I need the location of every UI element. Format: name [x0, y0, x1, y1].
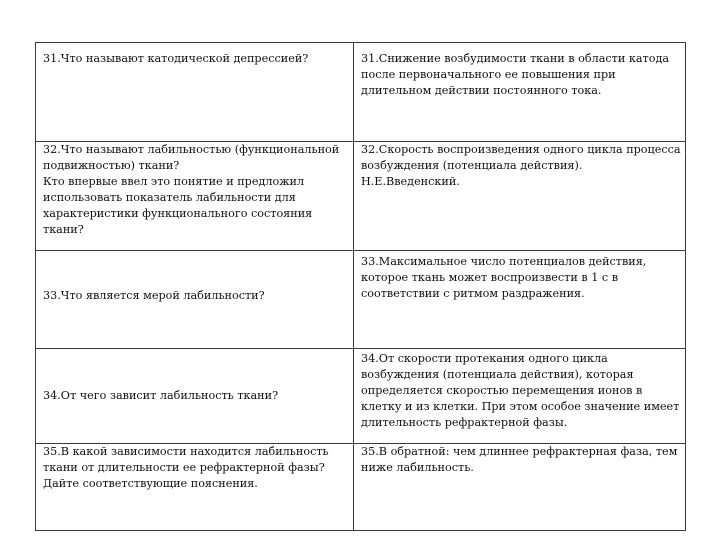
question-cell: 34.От чего зависит лабильность ткани?	[36, 349, 354, 444]
table-row	[36, 251, 686, 349]
question-cell: 35.В какой зависимости находится лабильность ткани от длительности ее рефрактерной фазы? Дайте соответствующие пояснения.	[36, 444, 354, 531]
answer-cell: 32.Скорость воспроизведения одного цикла процесса возбуждения (потенциала действия). Н.Е.Введенский.	[354, 142, 686, 251]
question-cell: 31.Что называют катодической депрессией?	[36, 43, 354, 142]
question-cell: 32.Что называют лабильностью (функциональной подвижностью) ткани? Кто впервые ввел это понятие и предложил использовать показатель лабильности для характеристики функционального состояния ткани?	[36, 142, 354, 251]
answer-cell: 31.Снижение возбудимости ткани в области катода после первоначального ее повышения при длительном действии постоянного тока.	[354, 43, 686, 142]
table-row	[36, 349, 686, 444]
answer-cell: 34.От скорости протекания одного цикла возбуждения (потенциала действия), которая определяется скоростью перемещения ионов в клетку и из клетки. При этом особое значение имеет длительность рефрактерной фазы.	[354, 349, 686, 444]
table-row	[36, 43, 686, 142]
question-cell: 33.Что является мерой лабильности?	[36, 251, 354, 349]
table-row	[36, 142, 686, 251]
answer-cell: 33.Максимальное число потенциалов действия, которое ткань может воспроизвести в 1 с в соответствии с ритмом раздражения.	[354, 251, 686, 349]
qa-table	[35, 42, 686, 531]
table-row	[36, 444, 686, 531]
answer-cell: 35.В обратной: чем длиннее рефрактерная фаза, тем ниже лабильность.	[354, 444, 686, 531]
